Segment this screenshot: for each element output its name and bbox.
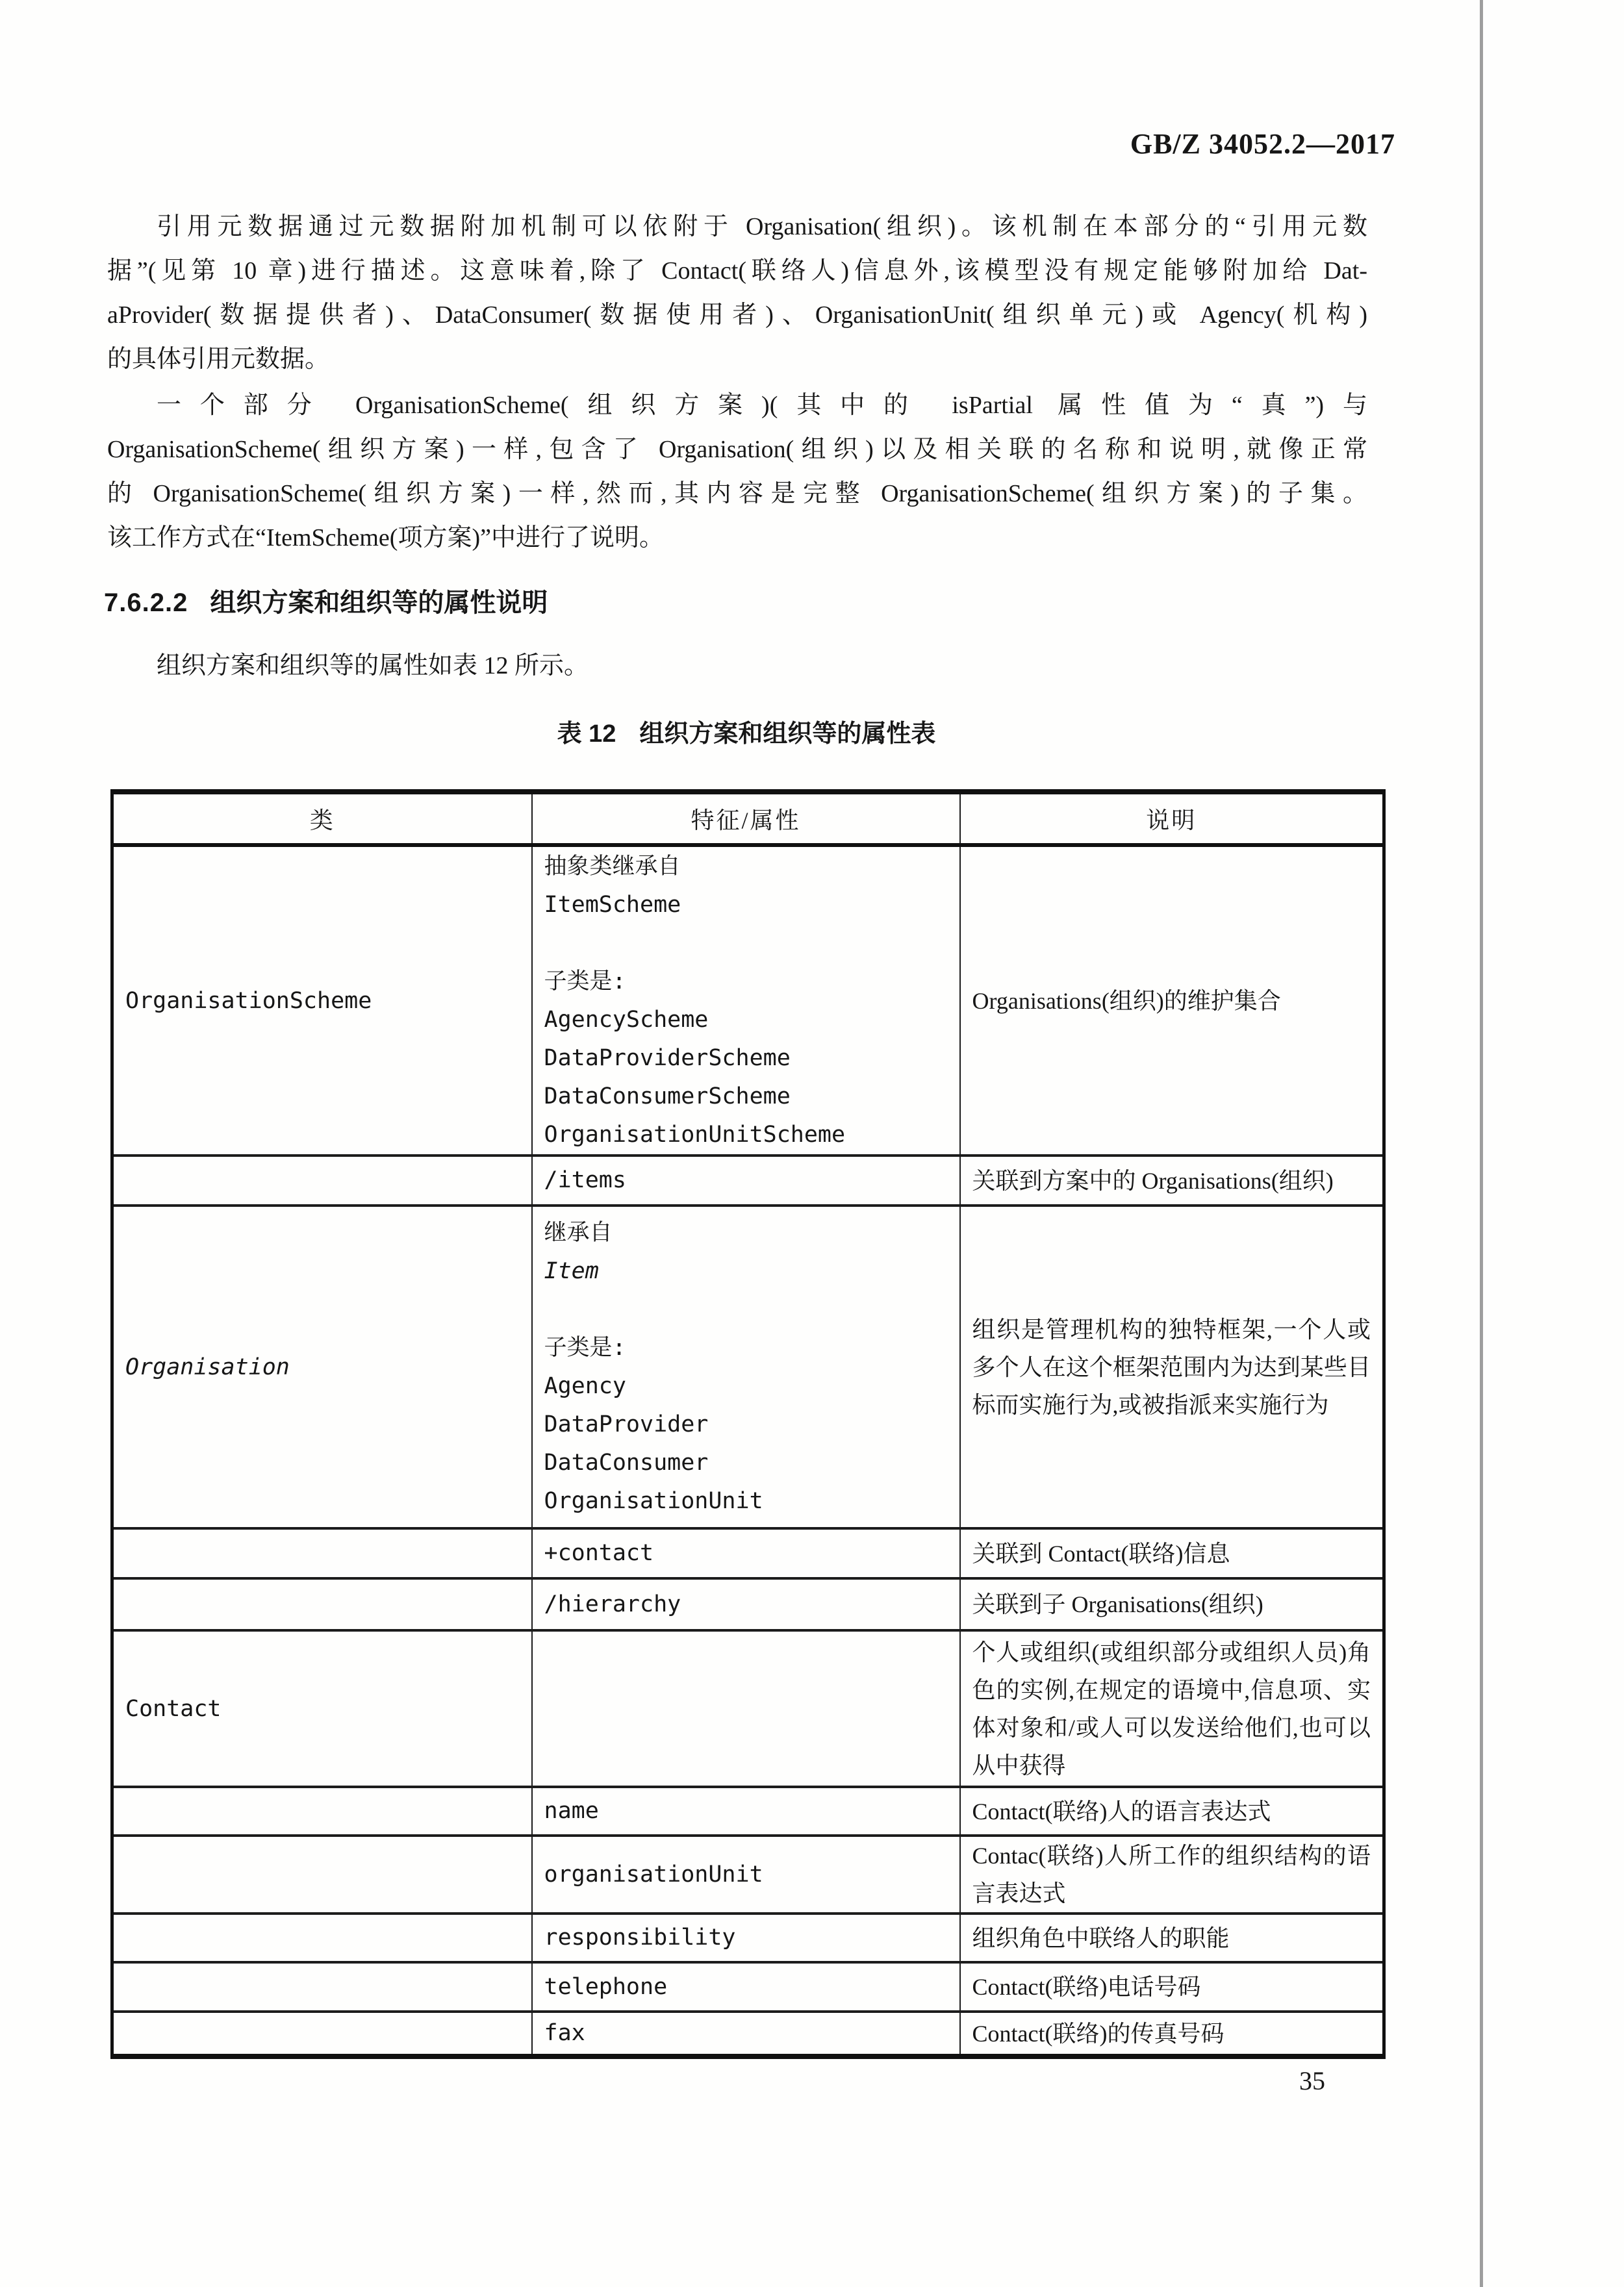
description-cell: 关联到 Contact(联络)信息 xyxy=(960,1528,1384,1578)
text-line: 引用元数据通过元数据附加机制可以依附于 Organisation(组织)。该机制在本部分的“引用元数 xyxy=(157,213,1367,240)
class-cell xyxy=(112,1578,532,1630)
attribute-line: OrganisationUnit xyxy=(544,1487,763,1514)
table-caption-label: 表 12 xyxy=(557,720,616,748)
text-line: 的具体引用元数据。 xyxy=(107,346,330,373)
table-caption xyxy=(110,713,1382,749)
attribute-line: Agency xyxy=(544,1372,626,1399)
class-cell xyxy=(112,1836,532,1914)
scan-artifact-line xyxy=(1480,0,1483,2287)
attribute-line: DataProvider xyxy=(544,1411,709,1437)
attribute-cell xyxy=(532,1787,960,1836)
description-cell: Contac(联络)人所工作的组织结构的语言表达式 xyxy=(960,1836,1384,1914)
attribute-line: /hierarchy xyxy=(544,1591,681,1617)
attribute-line: DataProviderScheme xyxy=(544,1044,791,1071)
table-intro-text: 组织方案和组织等的属性如表 12 所示。 xyxy=(157,652,589,679)
table-row xyxy=(112,1836,1384,1914)
table-row xyxy=(112,1787,1384,1836)
table-row xyxy=(112,1962,1384,2012)
attribute-line xyxy=(544,924,948,963)
attribute-cell xyxy=(532,1962,960,2012)
section-title: 组织方案和组织等的属性说明 xyxy=(210,588,548,617)
class-cell xyxy=(112,1962,532,2012)
text-line: 据”(见第 10 章)进行描述。这意味着,除了 Contact(联络人)信息外,该模型没有规定能够附加给 Dat- xyxy=(107,257,1367,284)
description-cell: 关联到子 Organisations(组织) xyxy=(960,1578,1384,1630)
attribute-cell xyxy=(532,1578,960,1630)
table-row xyxy=(112,1578,1384,1630)
table-row xyxy=(112,2012,1384,2056)
table-row xyxy=(112,1156,1384,1206)
section-heading xyxy=(104,582,548,619)
attribute-line: name xyxy=(544,1798,599,1824)
class-cell xyxy=(112,1787,532,1836)
attribute-cell xyxy=(532,1630,960,1787)
description-cell: 个人或组织(或组织部分或组织人员)角色的实例,在规定的语境中,信息项、实体对象和/或人可以发送给他们,也可以从中获得 xyxy=(960,1630,1384,1787)
section-number: 7.6.2.2 xyxy=(104,588,188,617)
class-cell xyxy=(112,1914,532,1962)
class-name: Organisation xyxy=(125,1354,290,1380)
description-cell: 关联到方案中的 Organisations(组织) xyxy=(960,1156,1384,1206)
table-header-row xyxy=(112,792,1384,845)
attribute-line: responsibility xyxy=(544,1925,736,1951)
class-cell xyxy=(112,2012,532,2056)
attribute-line: 子类是: xyxy=(544,1334,626,1361)
table-row xyxy=(112,1206,1384,1528)
attribute-cell xyxy=(532,1206,960,1528)
attribute-line: telephone xyxy=(544,1973,668,2000)
text-line: aProvider(数据提供者)、DataConsumer(数据使用者)、OrganisationUnit(组织单元)或 Agency(机构) xyxy=(107,301,1367,329)
description-cell: Contact(联络)的传真号码 xyxy=(960,2012,1384,2056)
description-cell: 组织角色中联络人的职能 xyxy=(960,1914,1384,1962)
class-name: Contact xyxy=(125,1695,222,1722)
attribute-line xyxy=(544,1291,948,1329)
class-name: OrganisationScheme xyxy=(125,987,372,1014)
attribute-line: Item xyxy=(544,1257,599,1284)
description-cell: 组织是管理机构的独特框架,一个人或多个人在这个框架范围内为达到某些目标而实施行为,或被指派来实施行为 xyxy=(960,1206,1384,1528)
description-cell: Organisations(组织)的维护集合 xyxy=(960,845,1384,1156)
text-line: OrganisationScheme(组织方案)一样,包含了 Organisation(组织)以及相关联的名称和说明,就像正常 xyxy=(107,436,1367,463)
table-row xyxy=(112,845,1384,1156)
attribute-line: /items xyxy=(544,1167,626,1193)
attribute-line: fax xyxy=(544,2020,585,2046)
attribute-cell xyxy=(532,1156,960,1206)
text-line: 的 OrganisationScheme(组织方案)一样,然而,其内容是完整 OrganisationScheme(组织方案)的子集。 xyxy=(107,480,1367,507)
table-caption-title: 组织方案和组织等的属性表 xyxy=(639,720,936,748)
class-cell xyxy=(112,1206,532,1528)
attribute-line: AgencyScheme xyxy=(544,1006,709,1033)
column-header-description: 说明 xyxy=(960,792,1384,845)
attribute-line: OrganisationUnitScheme xyxy=(544,1121,846,1148)
table-row xyxy=(112,1914,1384,1962)
column-header-class: 类 xyxy=(112,792,532,845)
class-cell xyxy=(112,1156,532,1206)
attribute-cell xyxy=(532,1914,960,1962)
attribute-cell xyxy=(532,845,960,1156)
class-cell xyxy=(112,845,532,1156)
attributes-table xyxy=(110,789,1386,2059)
text-line: 该工作方式在“ItemScheme(项方案)”中进行了说明。 xyxy=(107,524,664,551)
attribute-cell xyxy=(532,1528,960,1578)
table-row xyxy=(112,1630,1384,1787)
class-cell xyxy=(112,1630,532,1787)
table-row xyxy=(112,1528,1384,1578)
standard-number: GB/Z 34052.2—2017 xyxy=(1130,128,1395,160)
description-cell: Contact(联络)人的语言表达式 xyxy=(960,1787,1384,1836)
text-line: 一个部分 OrganisationScheme(组织方案)(其中的 isPartial 属性值为“真”)与 xyxy=(157,392,1367,419)
attribute-line: +contact xyxy=(544,1540,654,1566)
attribute-line: 抽象类继承自 xyxy=(544,853,681,879)
column-header-feature-attribute: 特征/属性 xyxy=(532,792,960,845)
paragraph-partial-organisation-scheme xyxy=(107,383,1367,560)
attribute-line: organisationUnit xyxy=(544,1861,763,1888)
attribute-line: ItemScheme xyxy=(544,891,681,918)
attribute-line: DataConsumerScheme xyxy=(544,1083,791,1109)
attribute-line: 继承自 xyxy=(544,1219,613,1246)
attributes-table-head xyxy=(112,792,1384,845)
attribute-cell xyxy=(532,1836,960,1914)
attribute-line: DataConsumer xyxy=(544,1449,709,1476)
class-cell xyxy=(112,1528,532,1578)
page-number: 35 xyxy=(1299,2066,1325,2095)
attribute-cell xyxy=(532,2012,960,2056)
description-cell: Contact(联络)电话号码 xyxy=(960,1962,1384,2012)
paragraph-reference-metadata xyxy=(107,205,1367,381)
attribute-line: 子类是: xyxy=(544,968,626,994)
attributes-table-body xyxy=(112,845,1384,2056)
